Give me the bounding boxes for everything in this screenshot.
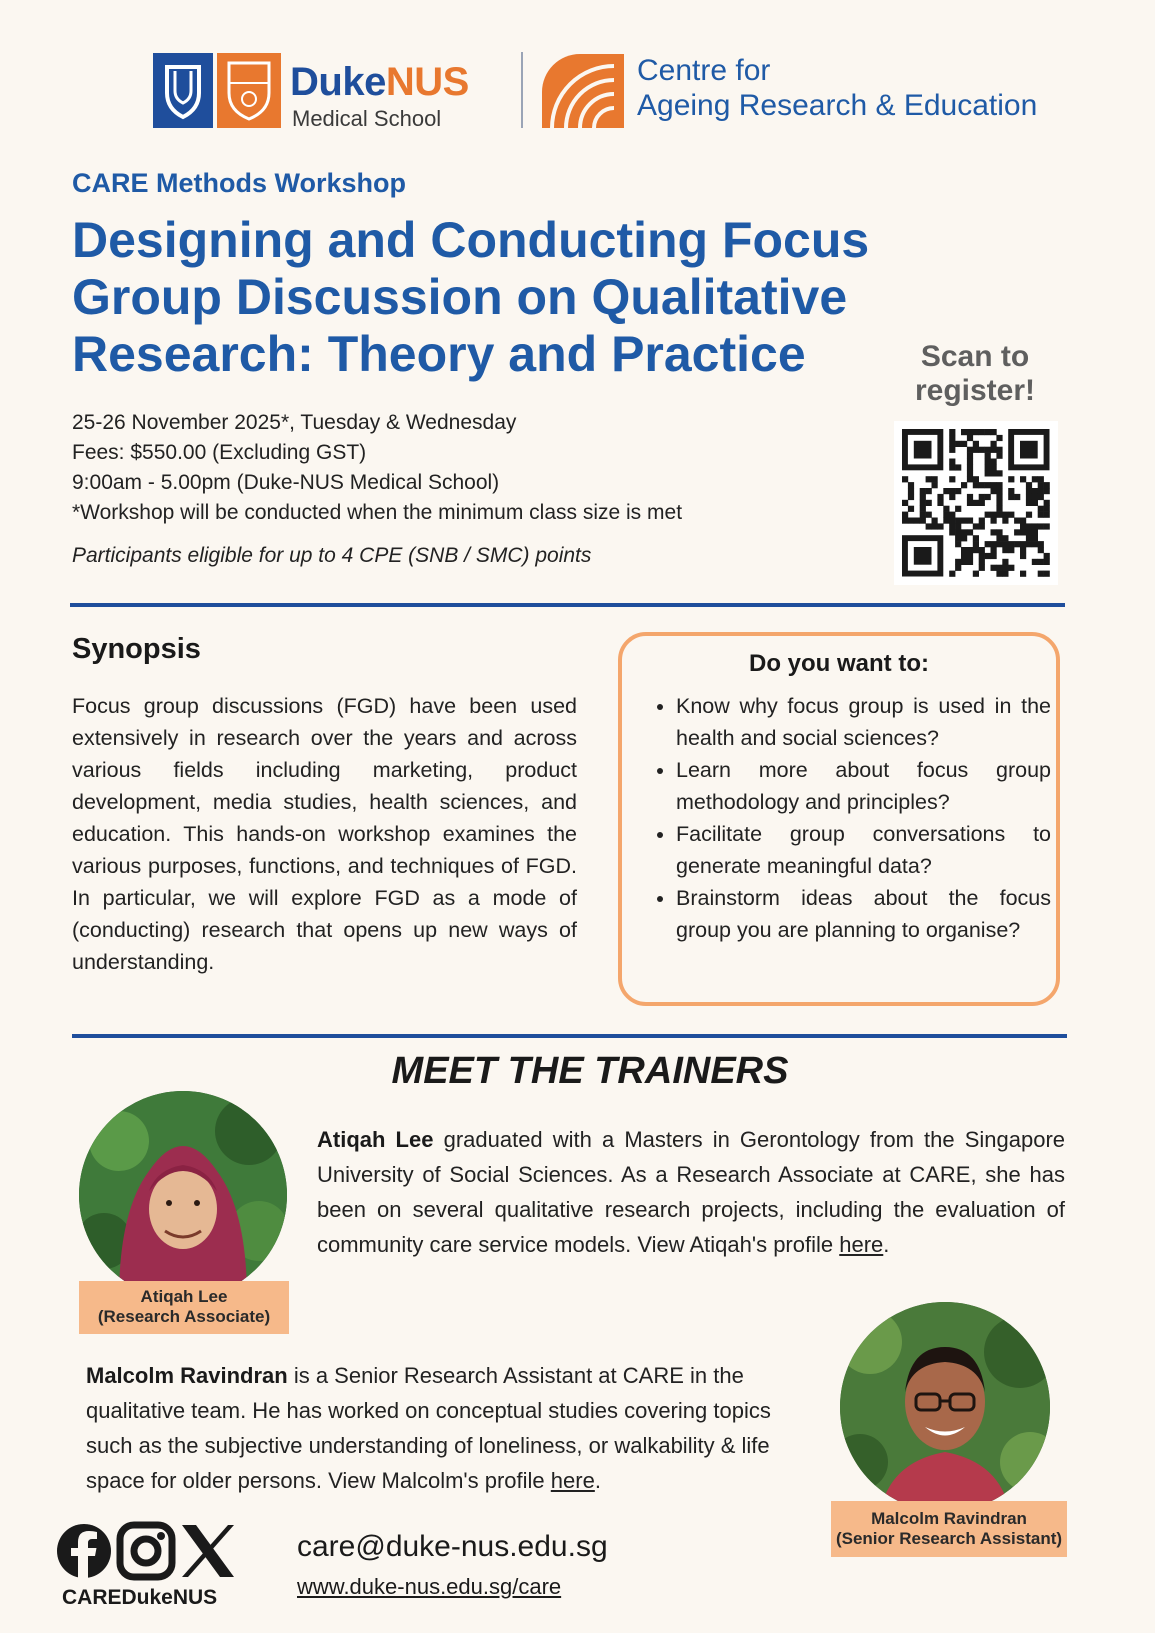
contact-email[interactable]: care@duke-nus.edu.sg <box>297 1530 608 1563</box>
synopsis-text: Focus group discussions (FGD) have been used extensively in research over the years and across various fields including marketing, product development, media studies, health sciences, and education. This hands-on workshop examines the various purposes, functions, and techniques of FGD. In particular, we will explore FGD as a mode of (conducting) research that opens up new ways of understanding. <box>72 694 577 974</box>
scan-to-register <box>895 340 1055 408</box>
workshop-time: 9:00am - 5.00pm (Duke-NUS Medical School) <box>72 471 500 494</box>
workshop-fees: Fees: $550.00 (Excluding GST) <box>72 441 367 464</box>
malcolm-bio-end: . <box>594 1468 601 1493</box>
malcolm-bio <box>86 1358 812 1498</box>
list-item: • Learn more about focus group methodology and principles? <box>676 754 1051 818</box>
malcolm-profile-link[interactable]: here <box>550 1468 595 1493</box>
list-item: • Facilitate group conversations to generate meaningful data? <box>676 818 1051 882</box>
malcolm-bio-name: Malcolm Ravindran <box>86 1363 288 1388</box>
atiqah-caption <box>79 1281 289 1334</box>
duke-word: Duke <box>290 60 386 104</box>
nus-word: NUS <box>385 60 469 104</box>
duke-shield-logo <box>153 53 213 128</box>
trainers-heading: MEET THE TRAINERS <box>391 1050 789 1092</box>
malcolm-caption <box>831 1501 1067 1557</box>
workshop-title: Designing and Conducting Focus Group Discussion on Qualitative Research: Theory and Practice <box>72 212 870 382</box>
section-divider <box>70 603 1065 607</box>
atiqah-profile-link[interactable]: here <box>839 1232 884 1257</box>
x-icon[interactable] <box>182 1525 234 1577</box>
malcolm-bio-text: is a Senior Research Assistant at CARE in the qualitative team. He has worked on conceptual studies covering topics such as the subjective understanding of loneliness, or walkability & life space for older persons. View Malcolm's profile <box>86 1363 771 1493</box>
facebook-icon[interactable] <box>57 1524 111 1578</box>
atiqah-caption-name: Atiqah Lee <box>140 1287 228 1306</box>
scan-line1: Scan to <box>920 340 1030 373</box>
section-divider <box>72 1034 1067 1038</box>
synopsis-heading: Synopsis <box>72 633 201 665</box>
malcolm-caption-name: Malcolm Ravindran <box>871 1509 1027 1528</box>
malcolm-caption-role: (Senior Research Assistant) <box>835 1529 1063 1548</box>
social-icons <box>56 1520 236 1582</box>
list-item: • Brainstorm ideas about the focus group you are planning to organise? <box>676 882 1051 946</box>
header-divider <box>521 52 523 128</box>
scan-line2: register! <box>914 374 1036 407</box>
care-name-line2: Ageing Research & Education <box>637 89 1038 122</box>
want-heading: Do you want to: <box>749 650 929 677</box>
atiqah-caption-role: (Research Associate) <box>97 1307 271 1326</box>
workshop-details <box>72 408 682 528</box>
atiqah-bio-text: graduated with a Masters in Gerontology from the Singapore University of Social Sciences. As a Research Associate at CARE, she has been on several qualitative research projects, including the evaluation of community care service models. View Atiqah's profile <box>317 1127 1066 1257</box>
care-arc-logo <box>540 52 624 128</box>
atiqah-bio <box>317 1122 1065 1262</box>
atiqah-photo <box>79 1091 287 1299</box>
cpe-points: Participants eligible for up to 4 CPE (SNB / SMC) points <box>72 544 592 567</box>
workshop-date: 25-26 November 2025*, Tuesday & Wednesday <box>72 411 517 434</box>
malcolm-photo <box>840 1302 1050 1512</box>
workshop-note: *Workshop will be conducted when the minimum class size is met <box>72 501 683 524</box>
registration-qr-code[interactable] <box>894 421 1058 585</box>
medical-school-label: Medical School <box>292 106 442 131</box>
nus-crest-logo <box>217 53 281 128</box>
website-link[interactable]: www.duke-nus.edu.sg/care <box>297 1574 562 1599</box>
duke-nus-wordmark <box>290 60 469 105</box>
care-name-line1: Centre for <box>637 54 771 87</box>
instagram-icon[interactable] <box>120 1525 172 1577</box>
atiqah-bio-name: Atiqah Lee <box>317 1127 434 1152</box>
atiqah-bio-end: . <box>883 1232 890 1257</box>
workshop-series: CARE Methods Workshop <box>72 168 407 198</box>
list-item: • Know why focus group is used in the health and social sciences? <box>676 690 1051 754</box>
social-handle: CAREDukeNUS <box>62 1586 218 1609</box>
want-list <box>650 690 1051 946</box>
